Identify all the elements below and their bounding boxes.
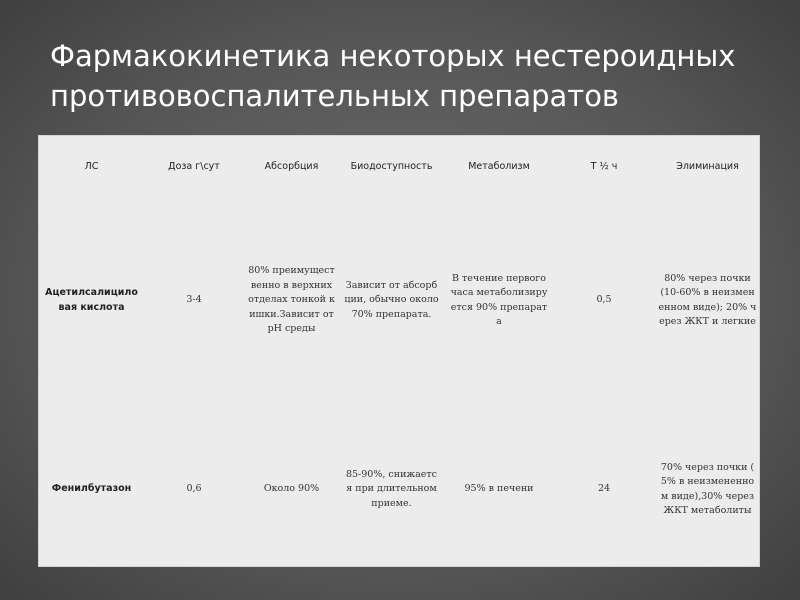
header-drug: ЛС — [84, 160, 99, 172]
cell-half-life: 0,5 — [596, 294, 612, 306]
table-row — [39, 196, 761, 405]
table-row — [39, 405, 761, 574]
cell-absorption: Около 90% — [263, 483, 320, 495]
header-metabolism: Метаболизм — [468, 160, 530, 172]
header-bioavailability: Биодоступность — [350, 160, 433, 172]
header-elimination: Элиминация — [676, 160, 739, 172]
cell-half-life: 24 — [597, 483, 611, 495]
cell-metabolism: В течение первого часа метаболизируется 90% препарата — [450, 272, 548, 327]
cell-absorption: 80% преимущественно в верхних отделах тонкой кишки.Зависит от pH среды — [248, 265, 335, 335]
cell-bioavailability: Зависит от абсорбции, обычно около 70% препарата. — [344, 279, 439, 320]
slide-title-line-1: Фармакокинетика некоторых нестероидных — [50, 39, 736, 73]
cell-elimination: 70% через почки ( 5% в неизмененном виде),30% через ЖКТ метаболиты — [660, 461, 755, 516]
pharmacokinetics-table — [39, 136, 761, 574]
slide-title-line-2: противовоспалительных препаратов — [50, 79, 620, 113]
cell-metabolism: 95% в печени — [464, 483, 534, 495]
pharmacokinetics-table-panel — [38, 135, 760, 567]
cell-drug: Фенилбутазон — [51, 483, 132, 495]
header-dose: Доза г\сут — [168, 160, 220, 172]
header-absorption: Абсорбция — [264, 160, 319, 172]
cell-elimination: 80% через почки (10-60% в неизмененном виде); 20% через ЖКТ и легкие — [658, 272, 757, 327]
header-half-life: Т ½ ч — [590, 160, 618, 172]
cell-dose: 0,6 — [186, 483, 202, 495]
cell-drug: Ацетилсалициловая кислота — [45, 287, 138, 313]
cell-dose: 3-4 — [186, 294, 202, 306]
table-header-row — [39, 136, 761, 196]
slide-title — [50, 36, 770, 116]
cell-bioavailability: 85-90%, снижается при длительном приеме. — [345, 468, 438, 509]
